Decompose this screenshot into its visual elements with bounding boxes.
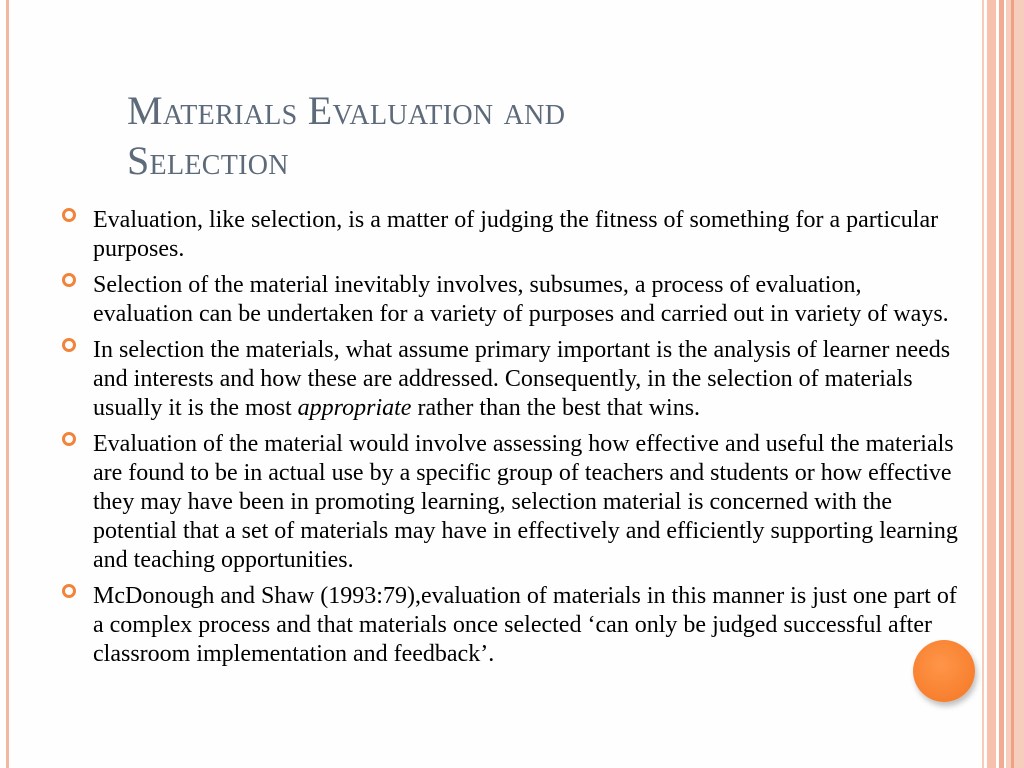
right-decor-stripe (987, 0, 996, 768)
bullet-text-part: In selection the materials, what assume primary important is the analysis of learner needs and interests and how these are addressed. Consequently, in the selection of materials usually it is the most (93, 337, 951, 421)
ring-bullet-icon (62, 208, 76, 222)
bullet-item (62, 430, 962, 575)
bullet-text: Evaluation, like selection, is a matter of judging the fitness of something for a particular purposes. (93, 207, 939, 262)
bullet-item (62, 336, 962, 423)
bullet-text (93, 336, 962, 423)
orange-circle-decoration (913, 640, 975, 702)
right-decor-stripe (1011, 0, 1014, 768)
ring-bullet-icon (62, 432, 76, 446)
left-decor-stripe (6, 0, 9, 768)
bullet-text: Selection of the material inevitably involves, subsumes, a process of evaluation, evaluation can be undertaken for a variety of purposes and carried out in variety of ways. (93, 272, 949, 327)
slide-title-line1: Materials Evaluation and (127, 88, 566, 133)
ring-bullet-icon (62, 273, 76, 287)
bullet-text-part: rather than the best that wins. (411, 395, 701, 421)
bullet-item (62, 271, 962, 329)
bullet-list (62, 206, 962, 676)
bullet-text: McDonough and Shaw (1993:79),evaluation of materials in this manner is just one part of a complex process and that materials once selected ‘can only be judged successful after classroom implementation and feedback’. (93, 583, 957, 667)
right-decor-stripe (1006, 0, 1024, 768)
right-decor-stripe (982, 0, 984, 768)
bullet-text-emphasis: appropriate (297, 395, 412, 421)
bullet-item (62, 206, 962, 264)
ring-bullet-icon (62, 338, 76, 352)
right-decor-stripe (999, 0, 1004, 768)
bullet-item (62, 582, 962, 669)
ring-bullet-icon (62, 584, 76, 598)
slide-title-line2: Selection (127, 138, 289, 183)
bullet-text: Evaluation of the material would involve assessing how effective and useful the materials are found to be in actual use by a specific group of teachers and students or how effective they may have been in promoting learning, selection material is concerned with the potential that a set of materials may have in effectively and efficiently supporting learning and teaching opportunities. (93, 431, 958, 573)
slide-title (127, 86, 767, 186)
